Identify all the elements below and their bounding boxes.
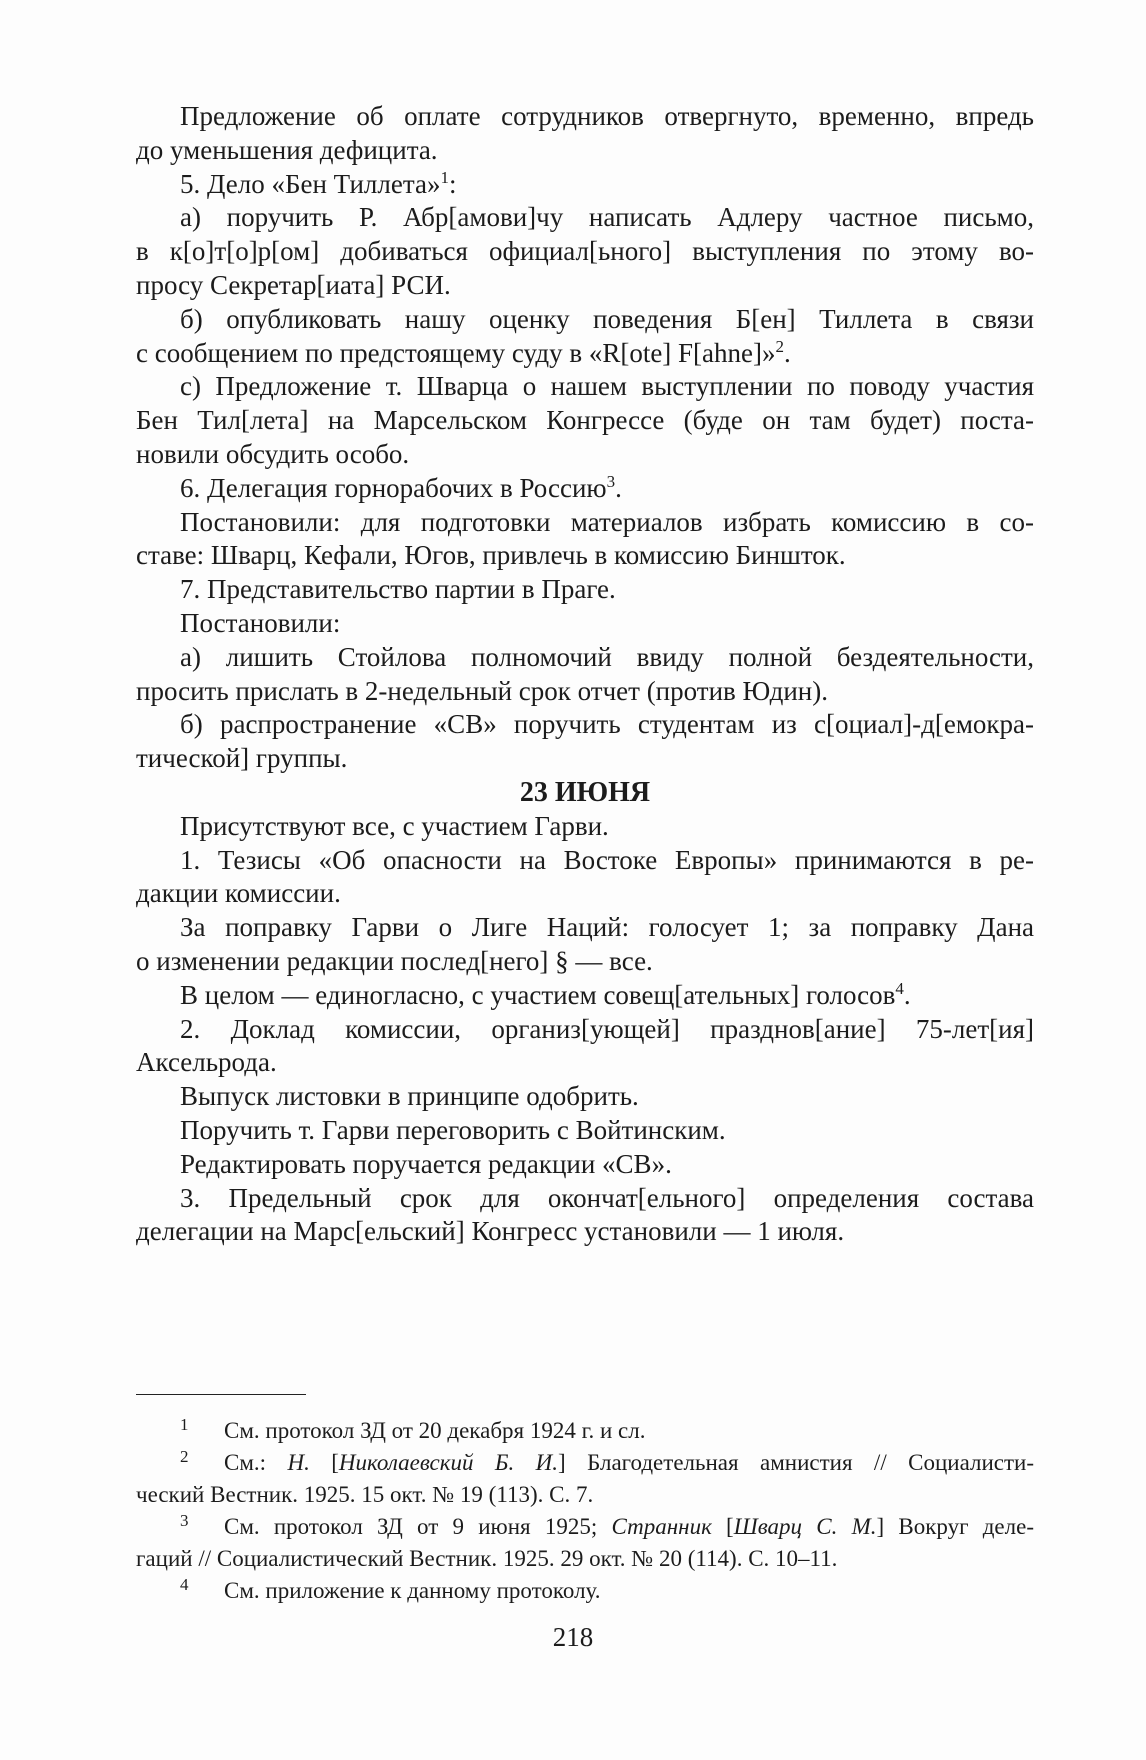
footnote-divider — [136, 1394, 306, 1395]
footnote-text: гаций // Социалистический Вестник. 1925. 29 окт. № 20 (114). С. 10–11. — [136, 1546, 838, 1571]
text-line: Аксельрода. — [136, 1047, 277, 1078]
paragraph: Редактировать поручается редакции «СВ». — [180, 1148, 672, 1179]
text-line — [136, 337, 1034, 371]
paragraph: Постановили: — [180, 607, 341, 638]
paragraph — [136, 201, 1034, 302]
footnote: 4 См. приложение к данному протоколу. — [180, 1575, 601, 1603]
item-5 — [136, 168, 1034, 202]
footnote-text-italic: Н. — [287, 1450, 310, 1475]
text-line: новили обсудить особо. — [136, 438, 410, 469]
paragraph — [136, 303, 1034, 371]
text-line: 1. Тезисы «Об опасности на Востоке Европы» принимаются в ре- — [180, 844, 1034, 875]
footnote-text: См. протокол ЗД от 20 декабря 1924 г. и сл. — [224, 1418, 646, 1443]
footnote-ref: 2 — [775, 336, 785, 356]
text-line: б) опубликовать нашу оценку поведения Б[ен] Тиллета в связи — [180, 303, 1034, 334]
footnote-text: ческий Вестник. 1925. 15 окт. № 19 (113). С. 7. — [136, 1482, 594, 1507]
paragraph — [136, 641, 1034, 709]
paragraph — [136, 1013, 1034, 1081]
paragraph — [136, 979, 1034, 1013]
page-number: 218 — [552, 1622, 594, 1652]
footnote-text: См. приложение к данному протоколу. — [224, 1578, 601, 1603]
footnotes — [136, 1415, 1034, 1607]
text-line: в к[о]т[о]р[ом] добиваться официал[ьного] выступления по этому во- — [136, 236, 1034, 267]
text-line: 3. Предельный срок для окончат[ельного] определения состава — [180, 1182, 1034, 1213]
text-line: Бен Тил[лета] на Марсельском Конгрессе (буде он там будет) поста- — [136, 405, 1034, 436]
footnote-ref: 3 — [606, 471, 616, 491]
footnote: 1 См. протокол ЗД от 20 декабря 1924 г. и сл. — [180, 1415, 646, 1443]
paragraph — [136, 1182, 1034, 1250]
paragraph — [136, 844, 1034, 912]
text-line: . — [615, 472, 622, 503]
text-line: 2. Доклад комиссии, организ[ующей] празднов[ание] 75-лет[ия] — [180, 1013, 1034, 1044]
paragraph — [136, 506, 1034, 574]
footnote-ref: 1 — [440, 167, 449, 187]
paragraph — [136, 911, 1034, 979]
text-span: с сообщением по предстоящему суду в «R[ote] F[ahne]» — [136, 337, 776, 368]
text-line: дакции комиссии. — [136, 878, 341, 909]
paragraph — [136, 370, 1034, 471]
text-line: просить прислать в 2-недельный срок отчет (против Юдин). — [136, 675, 828, 706]
text-line: Постановили: для подготовки материалов избрать комиссию в со- — [180, 506, 1034, 537]
footnote-ref: 4 — [895, 978, 904, 998]
footnote-text: См. протокол ЗД от 9 июня 1925; — [224, 1514, 612, 1539]
footnote-text-italic: Шварц С. М. — [733, 1514, 877, 1539]
footnote-text-italic: Странник — [611, 1514, 712, 1539]
footnote-text: [ — [309, 1450, 339, 1475]
footnote-text: ] Вокруг деле- — [876, 1514, 1034, 1539]
footnote: 3 См. протокол ЗД от 9 июня 1925; Странник [Шварц С. М.] Вокруг деле- гаций // Социалистический Вестник. 1925. 29 окт. № 20 (114). С. 10–11. — [136, 1511, 1034, 1575]
item-6 — [136, 472, 1034, 506]
text-line: За поправку Гарви о Лиге Наций: голосует 1; за поправку Дана — [180, 912, 1034, 943]
text-span: . — [784, 337, 791, 368]
paragraph — [136, 100, 1034, 168]
main-text — [136, 100, 1034, 1249]
paragraph — [136, 708, 1034, 776]
text-line: о изменении редакции послед[него] § — все. — [136, 945, 653, 976]
text-line: до уменьшения дефицита. — [136, 134, 438, 165]
text-line: В целом — единогласно, с участием совещ[ательных] голосов — [180, 979, 896, 1010]
text-line: Предложение об оплате сотрудников отвергнуто, временно, впредь — [180, 101, 1034, 131]
text-line: тической] группы. — [136, 743, 348, 774]
text-line: 5. Дело «Бен Тиллета» — [180, 168, 441, 199]
item-7: 7. Представительство партии в Праге. — [180, 574, 616, 605]
text-line: просу Секретар[иата] РСИ. — [136, 269, 451, 300]
footnote-text: См.: — [224, 1450, 288, 1475]
text-line: а) лишить Стойлова полномочий ввиду полной бездеятельности, — [180, 641, 1034, 672]
footnote-text: ] Благодетельная амнистия // Социалисти- — [558, 1450, 1035, 1475]
text-line: делегации на Марс[ельский] Конгресс установили — 1 июля. — [136, 1216, 845, 1247]
footnote-text-italic: Николаевский Б. И. — [338, 1450, 558, 1475]
paragraph: Поручить т. Гарви переговорить с Войтинским. — [180, 1114, 726, 1145]
paragraph: Присутствуют все, с участием Гарви. — [180, 810, 609, 841]
text-line: с) Предложение т. Шварца о нашем выступлении по поводу участия — [180, 371, 1034, 402]
text-line: 6. Делегация горнорабочих в Россию — [180, 472, 607, 503]
text-line: а) поручить Р. Абр[амови]чу написать Адлеру частное письмо, — [180, 202, 1034, 233]
text-line: ставе: Шварц, Кефали, Югов, привлечь в комиссию Биншток. — [136, 540, 846, 571]
paragraph: Выпуск листовки в принципе одобрить. — [180, 1081, 639, 1112]
footnote: 2 См.: Н. [Николаевский Б. И.] Благодетельная амнистия // Социалисти- ческий Вестник. 1925. 15 окт. № 19 (113). С. 7. — [136, 1447, 1034, 1511]
footnote-text: [ — [711, 1514, 734, 1539]
text-line: . — [903, 979, 911, 1010]
text-line: : — [448, 168, 457, 199]
text-line: б) распространение «СВ» поручить студентам из с[оциал]-д[емокра- — [180, 709, 1034, 740]
section-heading: 23 ИЮНЯ — [519, 776, 651, 808]
